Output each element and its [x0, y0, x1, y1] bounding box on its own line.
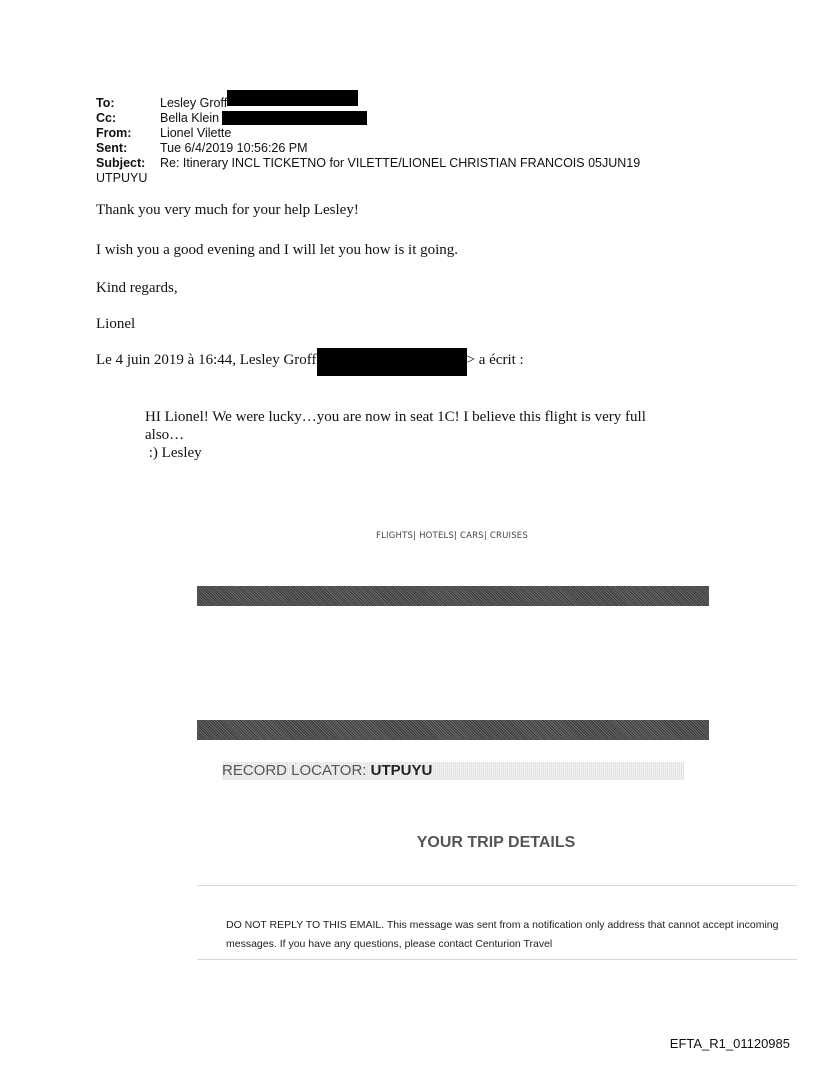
header-cc — [96, 111, 367, 126]
quote-intro-suffix: > a écrit : — [466, 352, 524, 368]
divider-bottom — [197, 959, 797, 960]
subject-continuation: UTPUYU — [96, 171, 148, 185]
redaction-block — [317, 348, 467, 376]
document-id: EFTA_R1_01120985 — [669, 1036, 790, 1051]
redaction-block — [227, 90, 358, 106]
do-not-reply-notice: DO NOT REPLY TO THIS EMAIL. This message was sent from a notification only address that cannot accept incoming messages. If you have any questions, please contact Centurion Travel — [226, 919, 779, 950]
header-subject — [96, 156, 640, 171]
cc-value: Bella Klein — [160, 111, 220, 125]
redaction-block — [222, 111, 367, 125]
record-locator-value: UTPUYU — [370, 762, 433, 779]
sent-value: Tue 6/4/2019 10:56:26 PM — [160, 141, 308, 155]
banner-bar-bottom — [197, 720, 709, 740]
header-sent — [96, 141, 308, 156]
quoted-signature: :) Lesley — [145, 445, 202, 461]
body-line-thanks: Thank you very much for your help Lesley! — [96, 202, 359, 218]
subject-value: Re: Itinerary INCL TICKETNO for VILETTE/LIONEL CHRISTIAN FRANCOIS 05JUN19 — [160, 156, 641, 170]
banner-bar-top — [197, 586, 709, 606]
quote-intro — [96, 352, 524, 376]
header-subject-cont — [96, 171, 147, 186]
travel-nav-links: FLIGHTS| HOTELS| CARS| CRUISES — [376, 531, 528, 541]
to-label: To: — [96, 96, 115, 110]
body-line-regards: Kind regards, — [96, 280, 178, 296]
divider-top — [197, 885, 797, 886]
record-locator-label: RECORD LOCATOR: — [222, 762, 371, 779]
cc-label: Cc: — [96, 111, 117, 125]
quoted-message: HI Lionel! We were lucky…you are now in seat 1C! I believe this flight is very full also… — [145, 409, 646, 443]
from-value: Lionel Vilette — [160, 126, 232, 140]
header-from — [96, 126, 231, 141]
trip-details-heading: YOUR TRIP DETAILS — [416, 834, 576, 851]
header-to — [96, 96, 358, 111]
quote-intro-prefix: Le 4 juin 2019 à 16:44, Lesley Groff — [96, 352, 317, 368]
from-label: From: — [96, 126, 132, 140]
to-value: Lesley Groff — [160, 96, 228, 110]
body-line-signature: Lionel — [96, 316, 136, 332]
sent-label: Sent: — [96, 141, 128, 155]
subject-label: Subject: — [96, 156, 146, 170]
record-locator — [222, 762, 684, 780]
body-line-evening: I wish you a good evening and I will let you how is it going. — [96, 242, 459, 258]
